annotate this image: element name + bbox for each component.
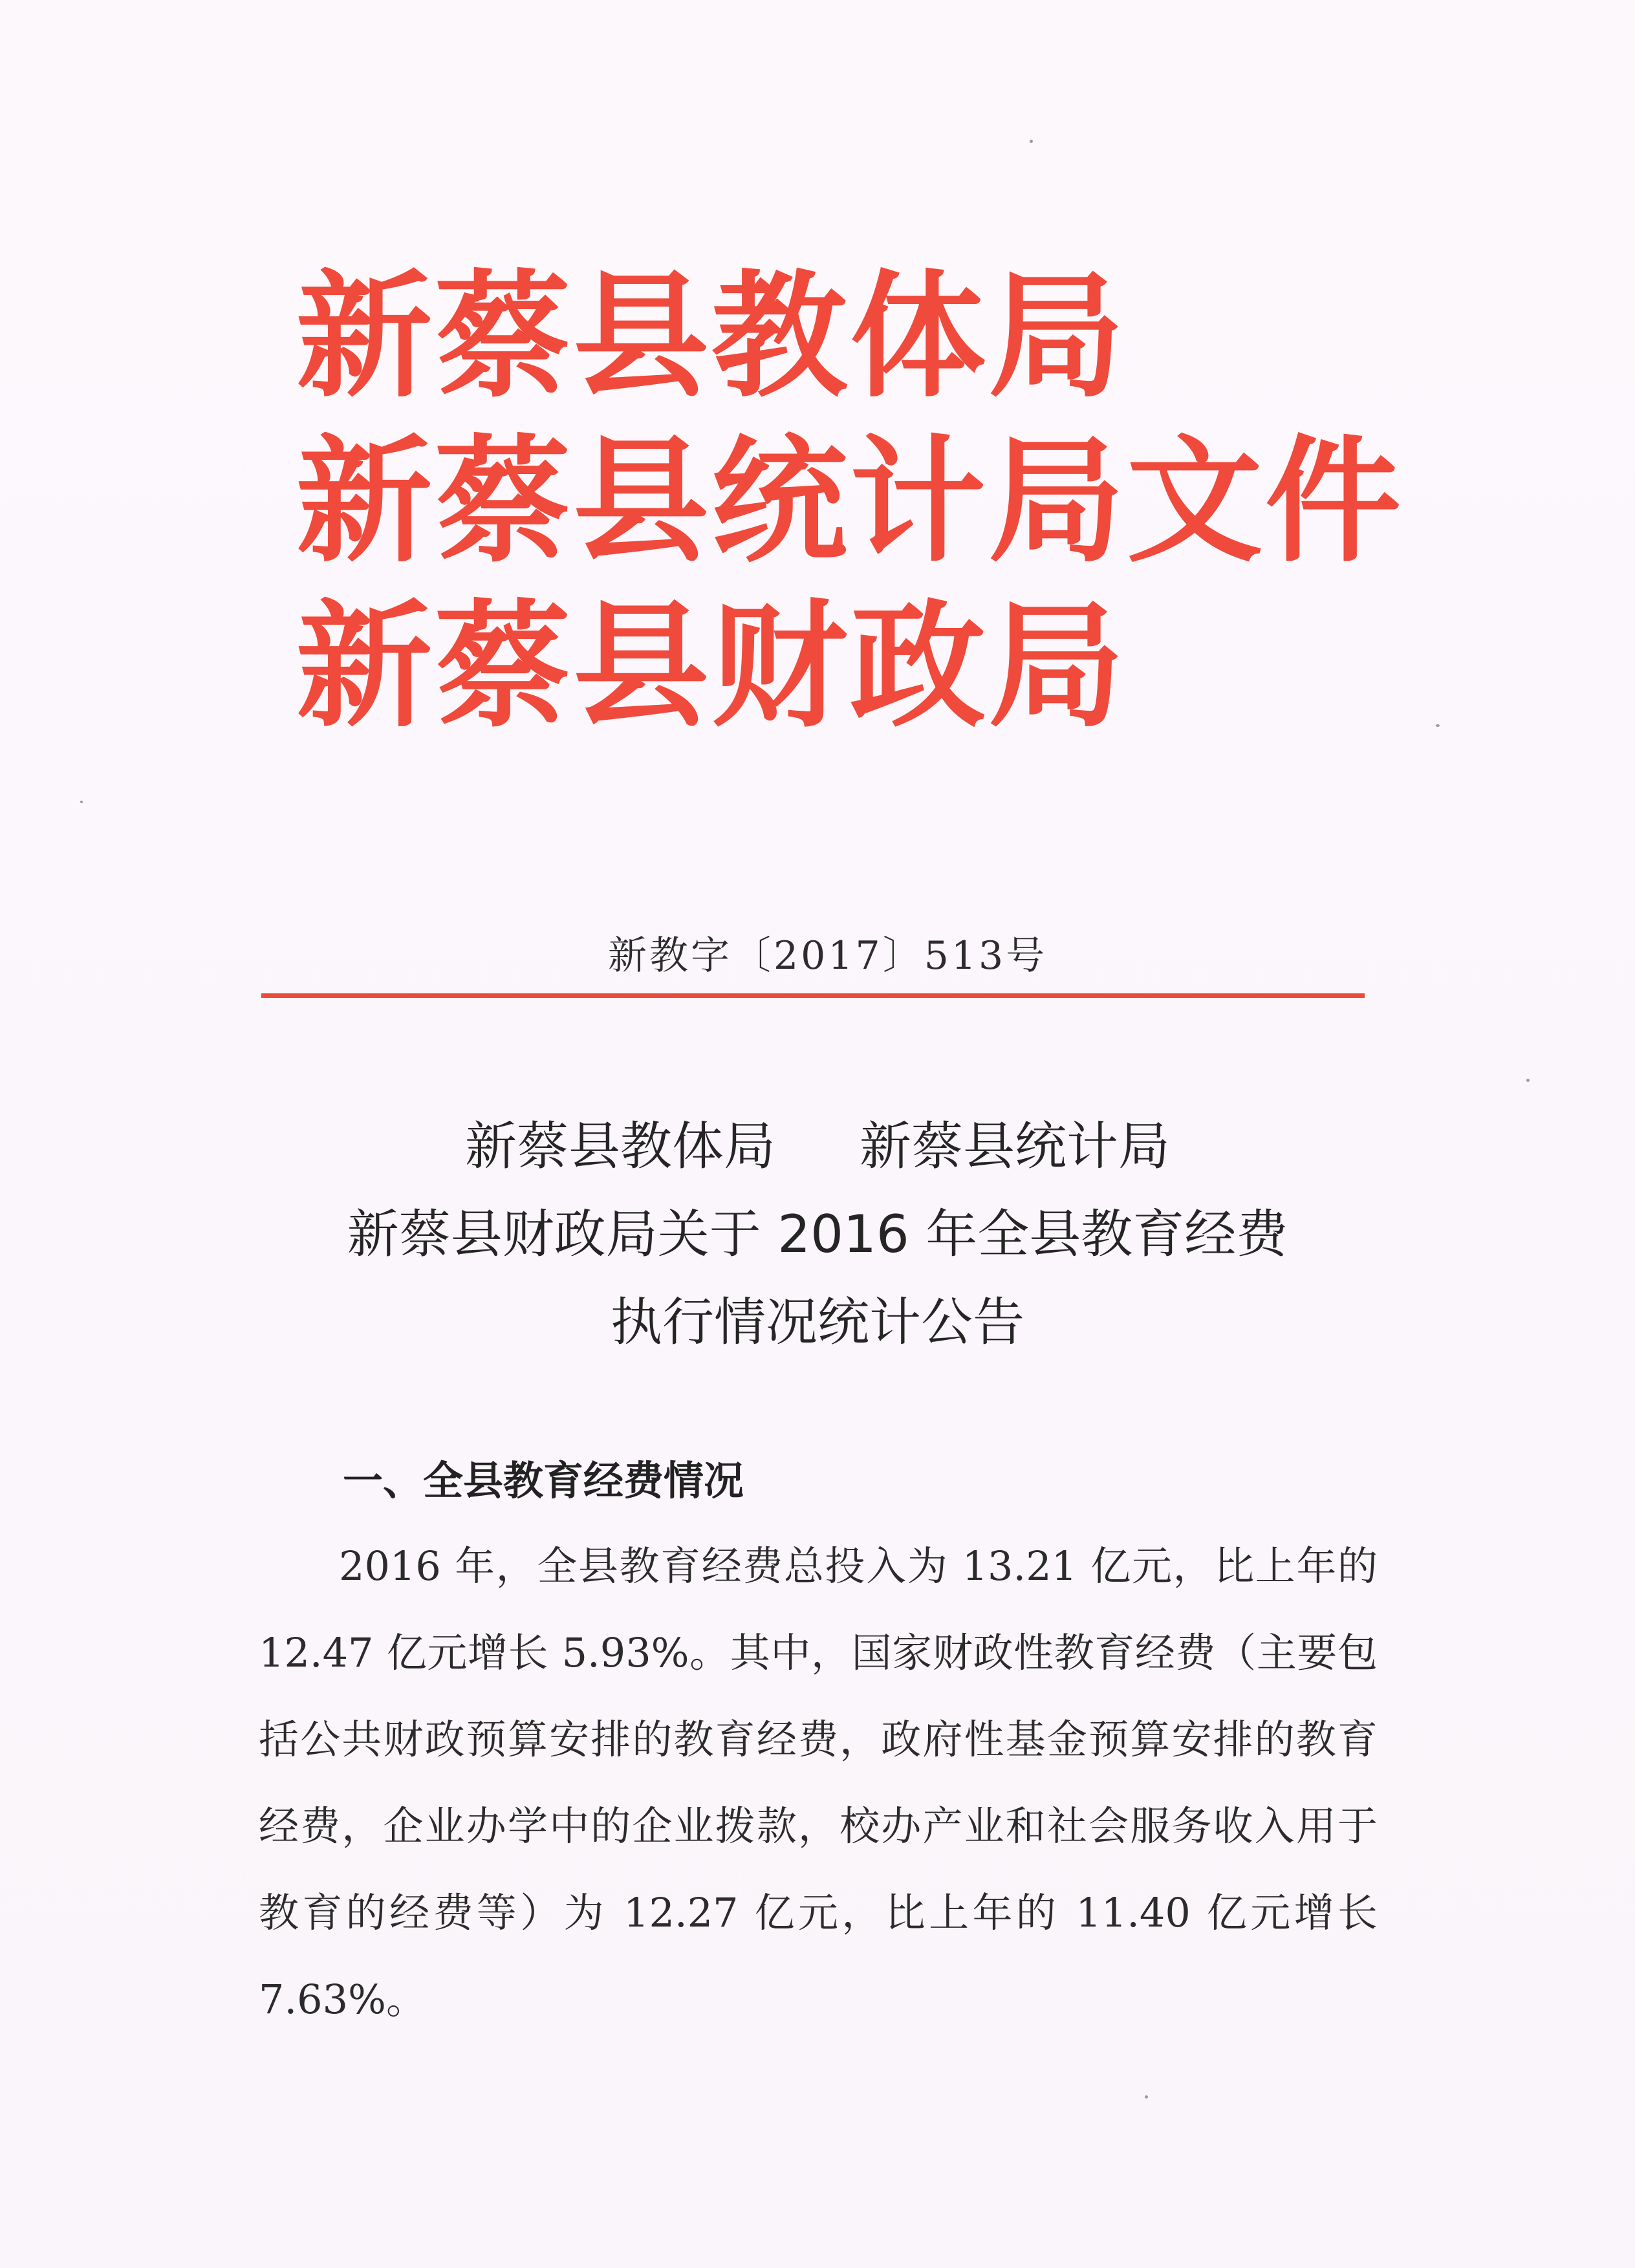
issuing-authorities-header — [296, 254, 1404, 748]
scan-speck — [1436, 724, 1440, 727]
subject-org-statistics: 新蔡县统计局 — [860, 1116, 1170, 1176]
subject-line-3: 执行情况统计公告 — [611, 1292, 1024, 1352]
section-heading: 一、全县教育经费情况 — [343, 1457, 744, 1504]
red-divider-line — [261, 993, 1365, 998]
subject-line-2: 新蔡县财政局关于 2016 年全县教育经费 — [347, 1204, 1288, 1264]
scan-speck — [1145, 2095, 1148, 2099]
scan-speck — [1526, 1079, 1530, 1082]
section-body — [259, 1523, 1378, 2043]
header-line-finance-bureau: 新蔡县财政局 — [296, 586, 1127, 746]
header-line-education-bureau: 新蔡县教体局 — [296, 256, 1127, 416]
subject-org-education: 新蔡县教体局 — [465, 1116, 775, 1176]
header-line-statistics-bureau: 新蔡县统计局文件 — [296, 421, 1404, 581]
document-subject — [259, 1103, 1376, 1366]
document-number: 新教字〔2017〕513号 — [608, 933, 1048, 978]
subject-line-1 — [259, 1103, 1376, 1191]
scan-speck — [80, 801, 83, 803]
scan-speck — [1030, 140, 1033, 143]
body-paragraph: 2016 年，全县教育经费总投入为 13.21 亿元，比上年的 12.47 亿元增长 5.93%。其中，国家财政性教育经费（主要包括公共财政预算安排的教育经费，政府性基金预算安排的教育经费，企业办学中的企业拨款，校办产业和社会服务收入用于教育的经费等）为 12.27 亿元，比上年的 11.40 亿元增长 7.63%。 — [259, 1542, 1378, 2023]
